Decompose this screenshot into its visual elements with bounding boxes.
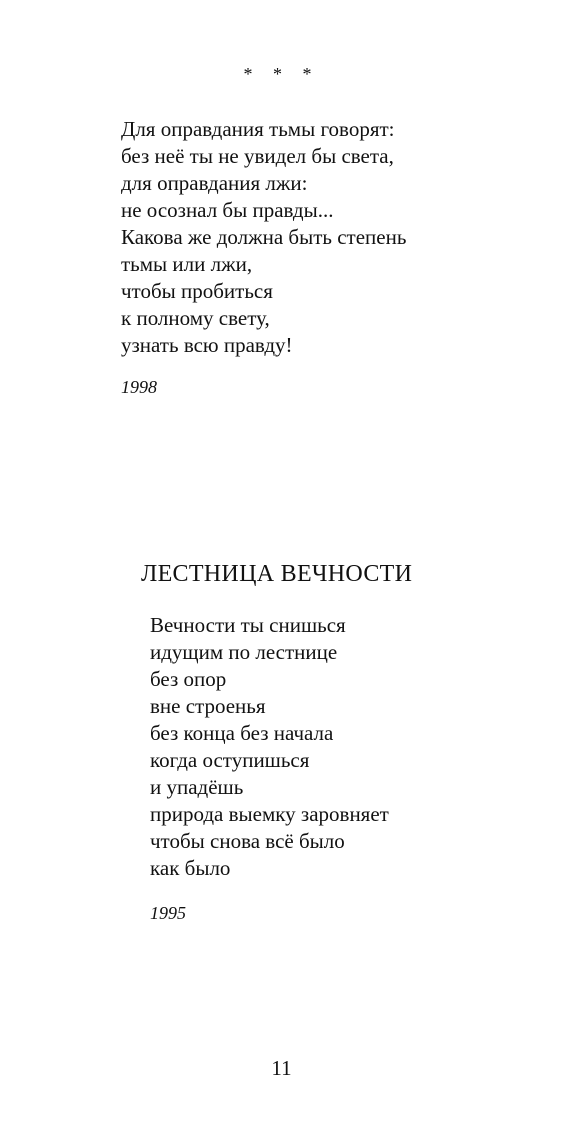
poem-line: Какова же должна быть степень xyxy=(121,225,407,249)
poem-line: природа выемку заровняет xyxy=(150,802,389,826)
poem-line: чтобы пробиться xyxy=(121,279,273,303)
poem-line: без конца без начала xyxy=(150,721,334,745)
poem-1-year: 1998 xyxy=(121,377,157,397)
poem-line: без опор xyxy=(150,667,227,691)
poem-2-text xyxy=(150,612,389,882)
poem-line: и упадёшь xyxy=(150,775,244,799)
poem-line: для оправдания лжи: xyxy=(121,171,308,195)
poem-line: Вечности ты снишься xyxy=(150,613,346,637)
poem-line: как было xyxy=(150,856,231,880)
poem-line: когда оступишься xyxy=(150,748,310,772)
poem-line: чтобы снова всё было xyxy=(150,829,345,853)
poem-line: вне строенья xyxy=(150,694,266,718)
poem-line: Для оправдания тьмы говорят: xyxy=(121,117,395,141)
poem-line: идущим по лестнице xyxy=(150,640,338,664)
poem-2-title: ЛЕСТНИЦА ВЕЧНОСТИ xyxy=(141,561,413,587)
poem-line: узнать всю правду! xyxy=(121,333,293,357)
poem-line: не осознал бы правды... xyxy=(121,198,334,222)
poem-line: без неё ты не увидел бы света, xyxy=(121,144,394,168)
poem-2-year: 1995 xyxy=(150,903,186,923)
poem-line: к полному свету, xyxy=(121,306,270,330)
page-number: 11 xyxy=(271,1056,292,1080)
poem-line: тьмы или лжи, xyxy=(121,252,253,276)
section-divider-asterisks: * * * xyxy=(243,64,320,84)
poem-1-text xyxy=(121,116,406,359)
